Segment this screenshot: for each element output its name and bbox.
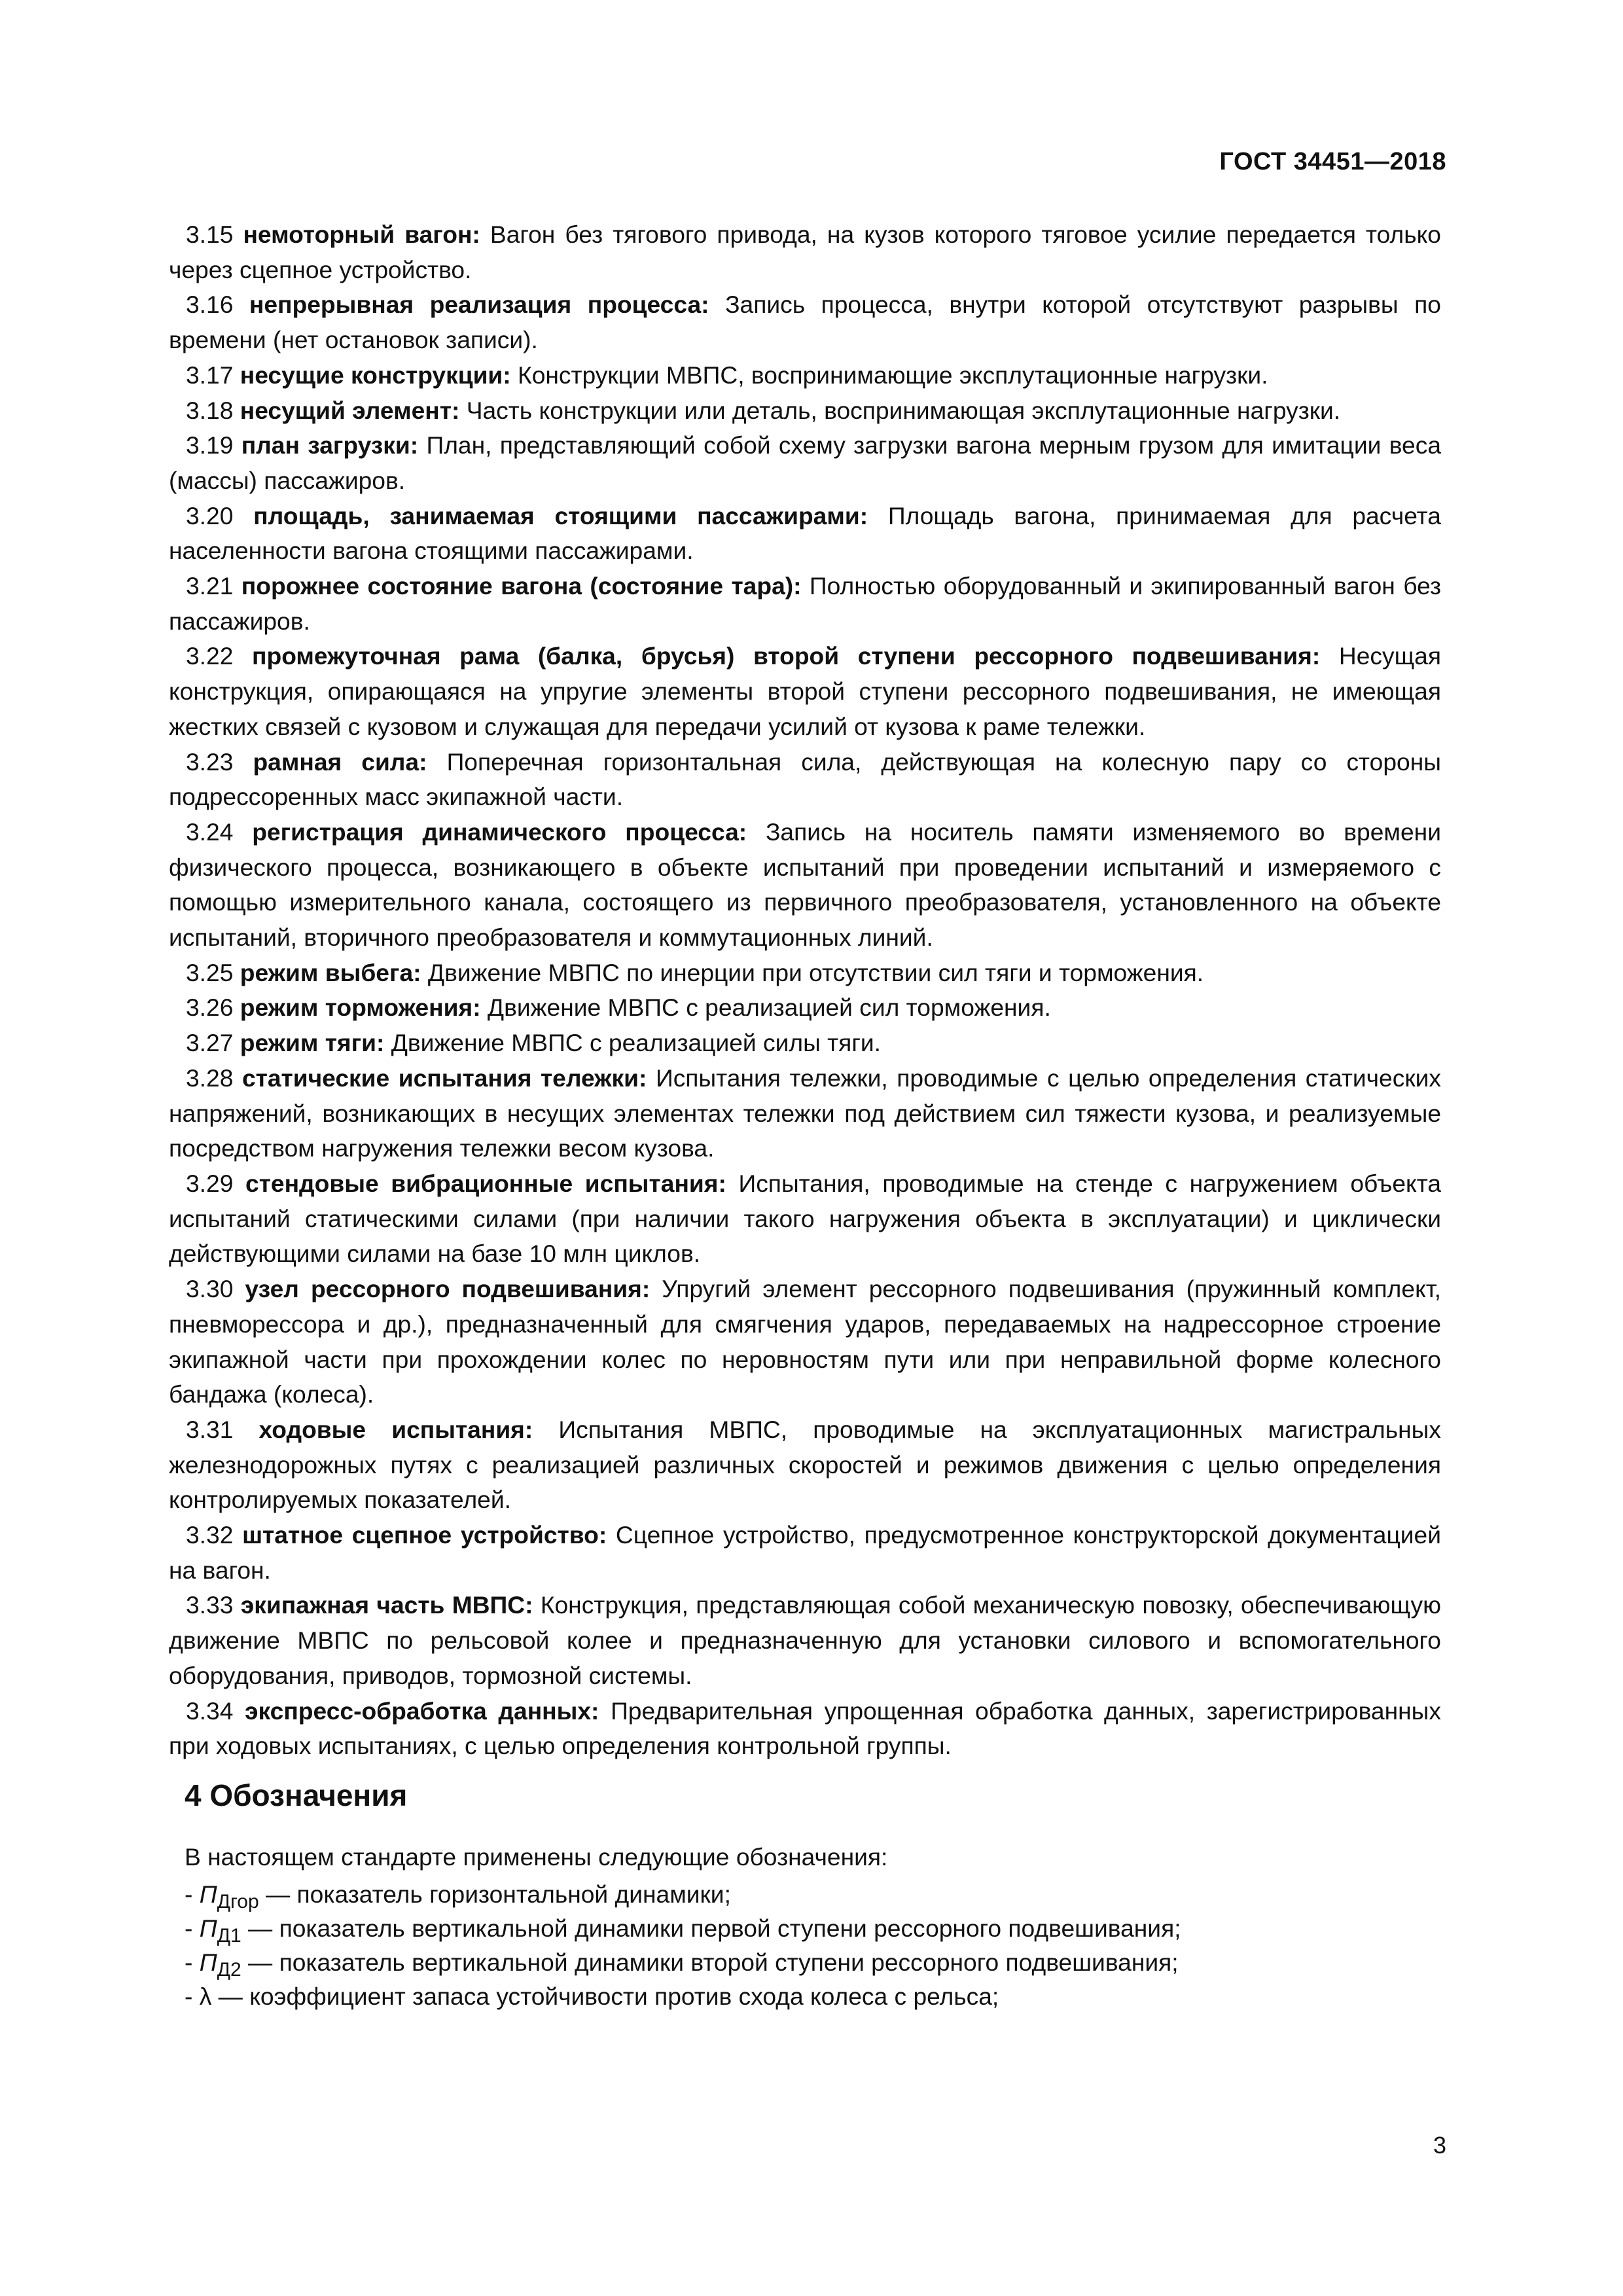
term-3-17: 3.17 несущие конструкции: Конструкции МВПС, воспринимающие эксплутационные нагрузки. bbox=[186, 361, 1268, 389]
term-3-19: 3.19 план загрузки: План, представляющий собой схему загрузки вагона мерным грузом для имитации веса (массы) пассажиров. bbox=[169, 431, 1441, 494]
term-3-29: 3.29 стендовые вибрационные испытания: Испытания, проводимые на стенде с нагружением объекта испытаний статическими силами (при наличии такого нагружения объекта в эксплуатации) и циклически действующими силами на базе 10 млн циклов. bbox=[169, 1169, 1442, 1268]
list-item: - λ — коэффициент запаса устойчивости против схода колеса с рельса; bbox=[185, 1982, 999, 2010]
term-3-15: 3.15 немоторный вагон: Вагон без тягового привода, на кузов которого тяговое усилие передается только через сцепное устройство. bbox=[169, 221, 1441, 283]
term-3-33: 3.33 экипажная часть МВПС: Конструкция, представляющая собой механическую повозку, обеспечивающую движение МВПС по рельсовой колее и предназначенную для установки силового и вспомогательного оборудования, приводов, тормозной системы. bbox=[169, 1591, 1442, 1689]
term-3-34: 3.34 экспресс-обработка данных: Предварительная упрощенная обработка данных, зарегистрированных при ходовых испытаниях, с целью определения контрольной группы. bbox=[169, 1696, 1441, 1760]
section-heading: 4 Обозначения bbox=[185, 1778, 408, 1812]
term-3-21: 3.21 порожнее состояние вагона (состояние тара): Полностью оборудованный и экипированный вагон без пассажиров. bbox=[169, 572, 1441, 635]
term-3-18: 3.18 несущий элемент: Часть конструкции или деталь, воспринимающая эксплутационные нагрузки. bbox=[186, 396, 1341, 424]
term-3-25: 3.25 режим выбега: Движение МВПС по инерции при отсутствии сил тяги и торможения. bbox=[186, 958, 1204, 986]
term-3-20: 3.20 площадь, занимаемая стоящими пассажирами: Площадь вагона, принимаемая для расчета населенности вагона стоящими пассажирами. bbox=[169, 501, 1441, 565]
term-3-30: 3.30 узел рессорного подвешивания: Упругий элемент рессорного подвешивания (пружинный комплект, пневморессора и др.), предназначенный для смягчения ударов, передаваемых на надрессорное строение экипажной части при прохождении колес по неровностям пути или при неправильной форме колесного бандажа (колеса). bbox=[169, 1275, 1441, 1408]
term-3-32: 3.32 штатное сцепное устройство: Сцепное устройство, предусмотренное конструкторской документацией на вагон. bbox=[169, 1521, 1441, 1584]
list-item: - $П_{Д1}$ — показатель вертикальной динамики первой ступени рессорного подвешивания; bbox=[185, 1914, 1181, 1946]
term-3-24: 3.24 регистрация динамического процесса: Запись на носитель памяти изменяемого во времени физического процесса, возникающего в объекте испытаний при проведении испытаний и измеряемого с помощью измерительного канала, состоящего из первичного преобразователя, установленного на объекте испытаний, вторичного преобразователя и коммутационных линий. bbox=[169, 817, 1441, 952]
term-3-28: 3.28 статические испытания тележки: Испытания тележки, проводимые с целью определения статических напряжений, возникающих в несущих элементах тележки под действием сил тяжести кузова, и реализуемые посредством нагружения тележки весом кузова. bbox=[169, 1064, 1441, 1162]
list-item: - $П_{Дгор}$ — показатель горизонтальной динамики; bbox=[185, 1880, 731, 1912]
page-number: 3 bbox=[1433, 2132, 1446, 2159]
list-item: - $П_{Д2}$ — показатель вертикальной динамики второй ступени рессорного подвешивания; bbox=[185, 1948, 1179, 1981]
term-3-22: 3.22 промежуточная рама (балка, брусья) второй ступени рессорного подвешивания: Несущая конструкция, опирающаяся на упругие элементы второй ступени рессорного подвешивания, не имеющая жестких связей с кузовом и служащая для передачи усилий от кузова к раме тележки. bbox=[169, 642, 1441, 740]
term-3-16: 3.16 непрерывная реализация процесса: Запись процесса, внутри которой отсутствуют разрывы по времени (нет остановок записи). bbox=[169, 291, 1441, 354]
symbols-list bbox=[185, 1877, 1181, 2013]
terms-list bbox=[169, 217, 1441, 1764]
document-id: ГОСТ 34451—2018 bbox=[1219, 148, 1446, 175]
term-3-31: 3.31 ходовые испытания: Испытания МВПС, проводимые на эксплуатационных магистральных железнодорожных путях с реализацией различных скоростей и режимов движения с целью определения контролируемых показателей. bbox=[169, 1415, 1441, 1514]
term-3-23: 3.23 рамная сила: Поперечная горизонтальная сила, действующая на колесную пару со стороны подрессоренных масс экипажной части. bbox=[169, 747, 1441, 811]
section-intro: В настоящем стандарте применены следующие обозначения: bbox=[185, 1843, 888, 1871]
term-3-26: 3.26 режим торможения: Движение МВПС с реализацией сил торможения. bbox=[186, 994, 1051, 1022]
term-3-27: 3.27 режим тяги: Движение МВПС с реализацией силы тяги. bbox=[186, 1029, 881, 1057]
